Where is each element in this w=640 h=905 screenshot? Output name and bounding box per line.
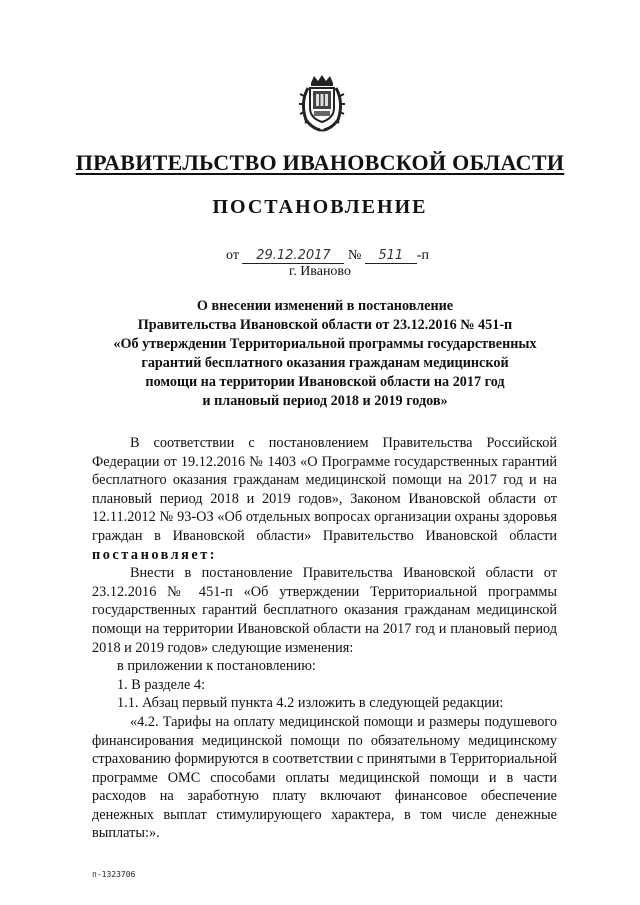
document-subject bbox=[110, 297, 540, 411]
subject-line: Правительства Ивановской области от 23.12.2016 № 451-п bbox=[137, 317, 513, 333]
amendment-paragraph: Внести в постановление Правительства Ивановской области от 23.12.2016 № 451-п «Об утверждении Территориальной программы государственных гарантий бесплатного оказания гражданам медицинской помощи на территории Ивановской области на 2017 год и плановый период 2018 и 2019 годов» следующие изменения: bbox=[92, 565, 557, 656]
clause-line: 1.1. Абзац первый пункта 4.2 изложить в следующей редакции: bbox=[117, 695, 504, 712]
subject-line: помощи на территории Ивановской области на 2017 год bbox=[145, 374, 505, 390]
resolves-word: постановляет: bbox=[92, 546, 218, 563]
city-line: г. Иваново bbox=[289, 264, 351, 279]
document-dateline bbox=[226, 248, 429, 264]
document-body bbox=[92, 434, 557, 843]
coat-of-arms-icon bbox=[298, 74, 346, 134]
subject-line: и плановый период 2018 и 2019 годов» bbox=[202, 393, 448, 409]
date-prefix: от bbox=[226, 248, 239, 263]
number-suffix: -п bbox=[416, 248, 429, 263]
document-number: 511 bbox=[365, 248, 417, 264]
section-line: 1. В разделе 4: bbox=[117, 676, 206, 693]
number-sign: № bbox=[347, 248, 362, 263]
subject-line: О внесении изменений в постановление bbox=[196, 298, 454, 314]
document-code: п-1323706 bbox=[92, 870, 136, 879]
preamble-paragraph: В соответствии с постановлением Правительства Российской Федерации от 19.12.2016 № 1403 «О Программе государственных гарантий бесплатного оказания гражданам медицинской помощи на 2017 год и на плановый период 2018 и 2019 годов», Законом Ивановской области от 12.11.2012 № 93-ОЗ «Об отдельных вопросах организации охраны здоровья граждан в Ивановской области» Правительство Ивановской области постановляет: bbox=[92, 435, 557, 563]
quoted-amendment-paragraph: «4.2. Тарифы на оплату медицинской помощи и размеры подушевого финансирования медицинской помощи по обязательному медицинскому страхованию формируются в соответствии с принятыми в Территориальной программе ОМС способами оплаты медицинской помощи и в части расходов на заработную плату включают финансовое обеспечение денежных выплат стимулирующего характера, в том числе денежные выплаты:». bbox=[92, 713, 557, 842]
appendix-line: в приложении к постановлению: bbox=[117, 658, 316, 675]
subject-line: «Об утверждении Территориальной программы государственных bbox=[113, 336, 537, 352]
subject-line: гарантий бесплатного оказания гражданам медицинской bbox=[141, 355, 509, 371]
government-title: ПРАВИТЕЛЬСТВО ИВАНОВСКОЙ ОБЛАСТИ bbox=[75, 150, 565, 175]
document-date: 29.12.2017 bbox=[242, 248, 344, 264]
document-type-title: ПОСТАНОВЛЕНИЕ bbox=[212, 196, 428, 218]
